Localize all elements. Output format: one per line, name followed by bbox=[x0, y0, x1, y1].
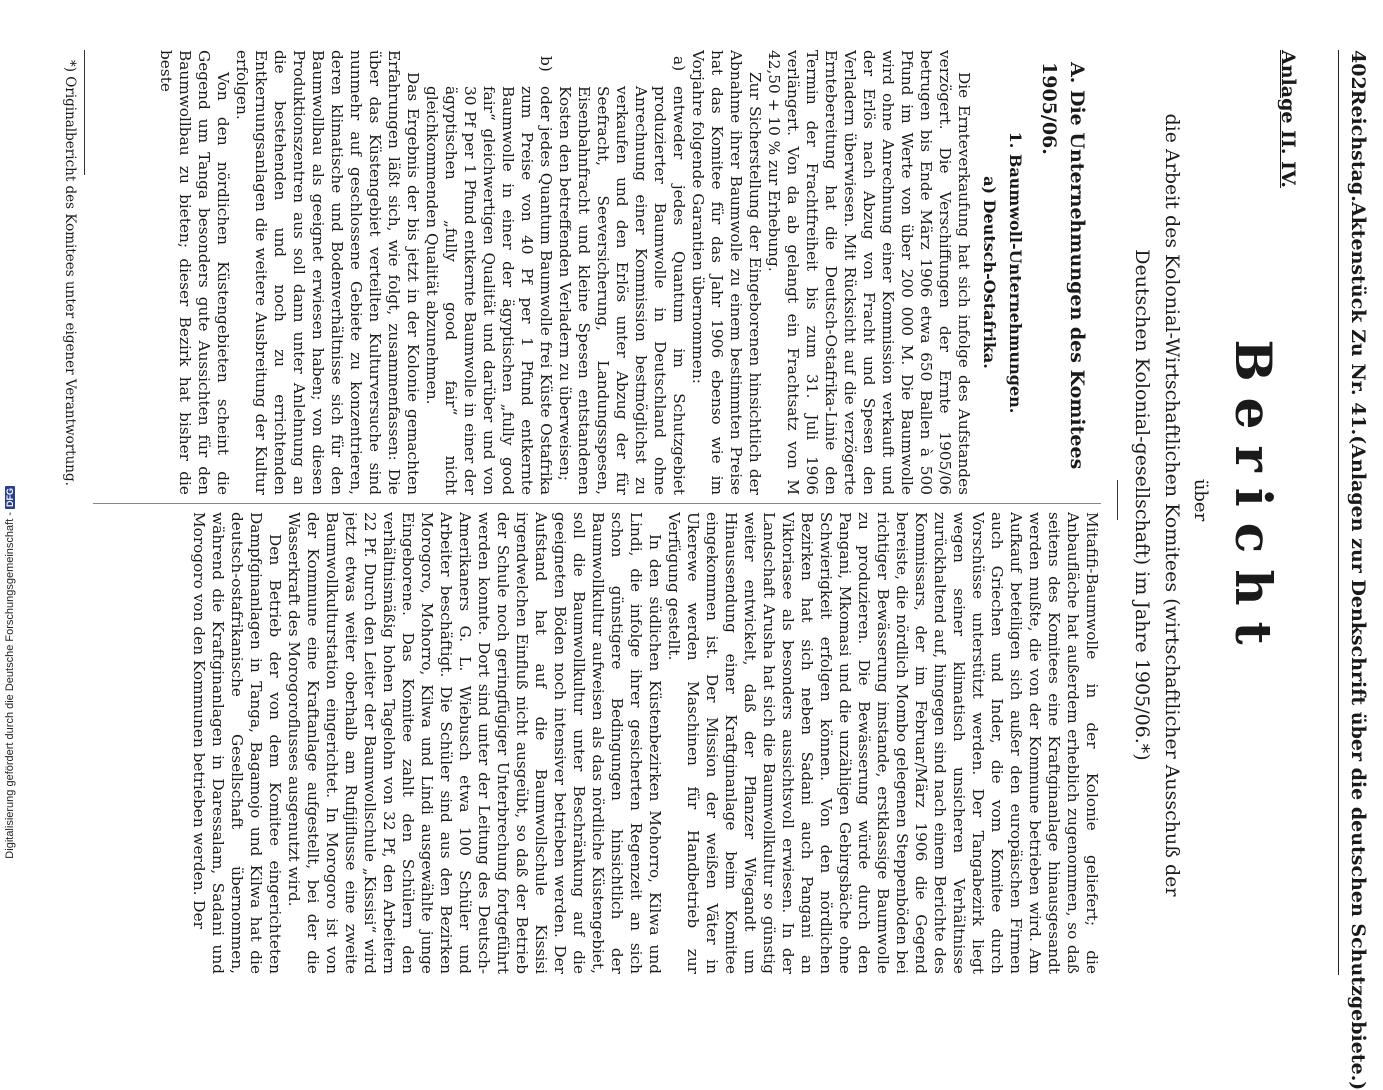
list-item-b bbox=[422, 50, 555, 495]
list-item-label: a) bbox=[670, 56, 688, 72]
document-reference: Aktenstück Zu Nr. 41. bbox=[1347, 201, 1369, 436]
digitization-text: Digitalisierung gefördert durch die Deutsche Forschungsgemeinschaft - bbox=[4, 512, 16, 859]
publication-name: Reichstag. bbox=[1347, 89, 1369, 202]
report-title: Bericht bbox=[1224, 339, 1283, 661]
section-heading-1: 1. Baumwoll-Unternehmungen. bbox=[1006, 131, 1025, 414]
section-heading-a: A. Die Unternehmungen des Komitees 1905/06. bbox=[1038, 62, 1088, 470]
report-subtitle: die Arbeit des Kolonial-Wirtschaftlichen Komitees (wirtschaftlicher Ausschuß der Deutschen Kolonial-gesellschaft) im Jahre 1905/06.*) bbox=[1131, 113, 1183, 897]
right-column bbox=[91, 512, 1101, 974]
left-column bbox=[91, 50, 1101, 495]
digitization-note bbox=[4, 486, 16, 1006]
digitization-sidebar bbox=[0, 0, 18, 1000]
paragraph: Zur Sicherstellung der Eingeborenen hinsichtlich der Abnahme ihrer Baumwolle zu einem bestimmten Preise hat das Komitee für das Jahr 1906 ebenso wie im Vorjahre folgende Garantien übernommen: bbox=[689, 50, 764, 495]
paragraph: In den südlichen Küstenbezirken Mohorro, Kilwa und Lindi, die infolge ihrer gesicherten Regenzeit an sich schon günstigere Bedingungen hinsichtlich der Baumwollkultur aufweisen als das nördliche Küstengebiet, soll die Baumwollkultur unter Beschränkung auf die geeigneten Böden noch intensiver betrieben werden. Der Aufstand hat auf die Baumwollschule Kissisi irgendwelchen Einfluß nicht ausgeübt, so daß der Betrieb der Schule noch geringfügiger Unterbrechung fortgeführt werden konnte. Dort sind unter der Leitung des Deutsch-Amerikaners G. L. Wiebusch etwa 100 Schüler und Arbeiter beschäftigt. Die Schüler sind aus den Bezirken Morogoro, Mohorro, Kilwa und Lindi ausgewählte junge Eingeborene. Das Komitee zahlt den Schülern den verhältnismäßig hohen Tagelohn von 32 Pf, den Arbeitern 22 Pf. Durch den Leiter der Baumwollschule „Kissisi“ wird jetzt etwas weiter oberhalb am Rufijiflusse eine zweite Baumwollkulturstation eingerichtet. In Morogoro ist von der Kommune eine Kraftanlage aufgestellt, bei der die Wasserkraft des Morogoroflusses ausgenutzt wird. bbox=[285, 512, 664, 974]
list-item-label: b) bbox=[537, 56, 555, 72]
title-ueber: über bbox=[1190, 478, 1211, 522]
list-item-text: oder jedes Quantum Baumwolle frei Küste Ostafrika zum Preise von 40 Pf per 1 Pfund entkernte Baumwolle in einer der ägyptischen „fully good fair“ gleichwertigen Qualität und darüber und von 30 Pf per 1 Pfund entkernte Baumwolle in einer der ägyptischen „fully good fair“ nicht gleichkommenden Qualität abzunehmen. bbox=[423, 86, 555, 495]
paragraph: Die Ernteverkaufung hat sich infolge des Aufstandes verzögert. Die Verschiffungen der Ernte 1905/06 betrugen bis Ende März 1906 etwa 650 Ballen à 500 Pfund im Werte von über 200 000 M. Die Baumwolle wird ohne Anrechnung einer Kommission verkauft und der Erlös nach Abzug von Fracht und Spesen den Verladern überwiesen. Mit Rücksicht auf die verzögerte Erntebereitung hat die Deutsch-Ostafrika-Linie den Termin der Frachtfreiheit bis zum 31. Juli 1906 verlängert. Von da ab gelangt ein Frachtsatz von M 42,50 + 10 % zur Erhebung. bbox=[765, 50, 973, 495]
paragraph: Von den nördlichen Küstengebieten scheint die Gegend um Tanga besonders gute Aussichten für den Baumwollbau zu bieten; dieser Bezirk hat bisher die beste bbox=[157, 50, 232, 495]
header-rule bbox=[1338, 50, 1339, 975]
annex-label: Anlage II. IV. bbox=[1277, 50, 1299, 189]
footnote-rule bbox=[84, 50, 85, 175]
paragraph: Mitafifi-Baumwolle in der Kolonie geliefert; die Anbaufläche hat außerdem erheblich zugenommen, so daß seitens des Komitees eine Kraftginanlage hinausgesandt werden mußte, die von der Kommune betrieben wird. Am Aufkauf beteiligen sich außer den europäischen Firmen auch Griechen und Inder, die vom Komitee durch Vorschüsse unterstützt werden. Der Tangabezirk liegt wegen seiner klimatisch unsicheren Verhältnisse zurückhaltend auf, hingegen sind nach einem Berichte des Kommissars, der im Februar/März 1906 die Gegend bereiste, die nördlich Mombo gelegenen Steppenböden bei richtiger Bewässerung imstande, erstklassige Baumwolle zu produzieren. Die Bewässerung würde durch den Pangani, Mkomasi und die unzähligen Gebirgsbäche ohne Schwierigkeit erfolgen können. Von den nördlichen Bezirken hat sich neben Sadani auch Pangani an Viktoriasee als besonders aussichtsvoll erwiesen. In der Landschaft Arusha hat sich die Baumwollkultur so günstig weiter entwickelt, daß der Pflanzer Wiegandt um Hinaussendung einer Kraftginanlage beim Komitee eingekommen ist. Der Mission der weißen Väter in Ukerewe werden Maschinen für Handbetrieb zur Verfügung gestellt. bbox=[665, 512, 1101, 974]
list-item-text: entweder jedes Quantum im Schutzgebiet produzierter Baumwolle in Deutschland ohne Anrechnung einer Kommission bestmöglichst zu verkaufen und den Erlös unter Abzug der für Seefracht, Seeversicherung, Landungsspesen, Eisenbahnfracht und kleine Spesen entstandenen Kosten den betreffenden Verladern zu überweisen; bbox=[556, 86, 688, 495]
column-divider bbox=[93, 503, 1101, 504]
paragraph: Den Betrieb der von dem Komitee eingerichteten Dampfginanlagen in Tanga, Bagamojo und Kilwa hat die deutsch-ostafrikanische Gesellschaft übernommen, während die Kraftginanlagen in Daressalam, Sadani und Morogoro von den Kommunen betrieben werden. Der bbox=[190, 512, 284, 974]
list-item-a bbox=[555, 50, 688, 495]
section-heading-deutsch-ostafrika: a) Deutsch-Ostafrika. bbox=[980, 176, 999, 369]
title-dash bbox=[1117, 480, 1118, 520]
paragraph: Das Ergebnis der bis jetzt in der Kolonie gemachten Erfahrungen läßt sich, wie folgt, zusammenfassen: Die über das Küstengebiet verteilten Kulturversuche sind nunmehr auf geschlossene Gebiete zu konzentrieren, deren klimatische und Bodenverhältnisse sich für den Baumwollbau als geeignet erwiesen haben; von diesen Produktionszentren aus soll dann unter Anlehnung an die bestehenden und noch zu errichtenden Entkernungsanlagen die weitere Ausbreitung der Kultur erfolgen. bbox=[233, 50, 422, 495]
page-number: 402 bbox=[1347, 50, 1369, 90]
annex-note: (Anlagen zur Denkschrift über die deutschen Schutzgebiete.) bbox=[1347, 435, 1369, 1090]
running-header bbox=[1341, 50, 1375, 1090]
dfg-logo: DFG bbox=[5, 488, 15, 507]
footnote: *) Originalbericht des Komitees unter eigener Verantwortung. bbox=[62, 60, 78, 486]
